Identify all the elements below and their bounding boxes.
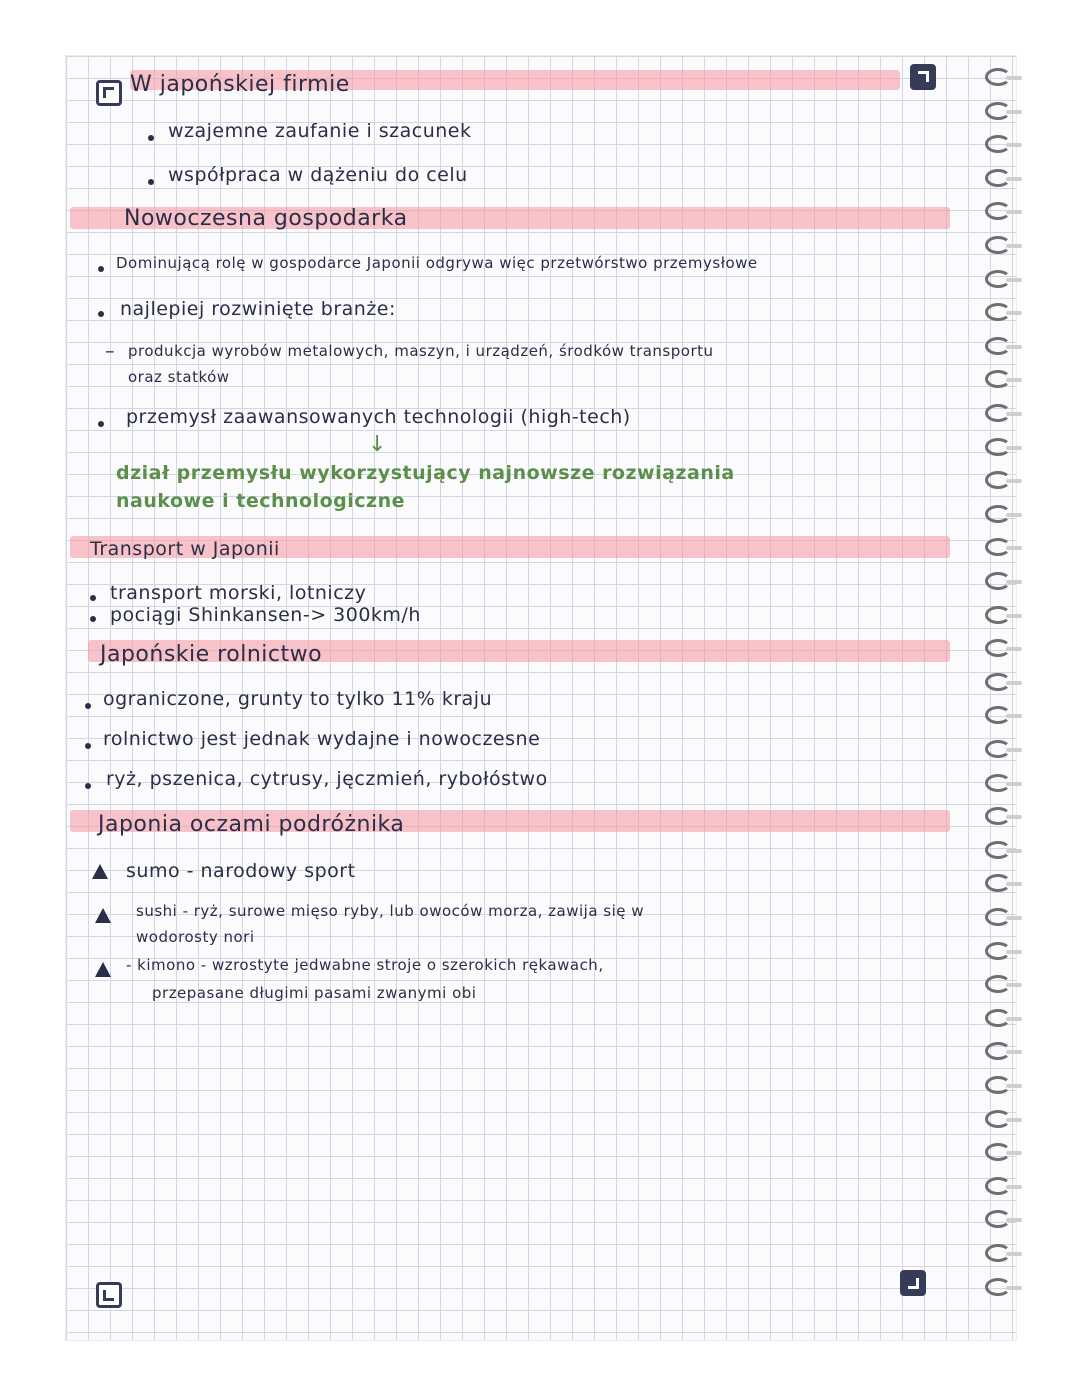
corner-bottom-right-icon <box>900 1270 926 1296</box>
spiral-ring <box>985 841 1011 859</box>
list-item: przepasane długimi pasami zwanymi obi <box>152 984 477 1002</box>
triangle-bullet-icon <box>95 908 111 923</box>
spiral-ring <box>985 303 1011 321</box>
spiral-ring <box>985 706 1011 724</box>
spiral-ring <box>985 740 1011 758</box>
spiral-ring <box>985 538 1011 556</box>
spiral-ring <box>985 68 1011 86</box>
spiral-ring <box>985 942 1011 960</box>
spiral-ring <box>985 639 1011 657</box>
spiral-ring <box>985 1009 1011 1027</box>
bullet <box>85 743 91 749</box>
bullet <box>85 783 91 789</box>
section-heading: W japońskiej firmie <box>130 72 350 97</box>
spiral-ring <box>985 102 1011 120</box>
corner-bottom-left-icon <box>96 1282 122 1308</box>
spiral-ring <box>985 975 1011 993</box>
spiral-ring <box>985 202 1011 220</box>
list-item: transport morski, lotniczy <box>110 582 367 604</box>
spiral-ring <box>985 807 1011 825</box>
spiral-ring <box>985 169 1011 187</box>
dash: – <box>105 340 115 362</box>
spiral-ring <box>985 1143 1011 1161</box>
list-item: ograniczone, grunty to tylko 11% kraju <box>103 688 493 710</box>
spiral-ring <box>985 673 1011 691</box>
spiral-ring <box>985 1278 1011 1296</box>
spiral-ring <box>985 135 1011 153</box>
spiral-ring <box>985 1076 1011 1094</box>
list-item: współpraca w dążeniu do celu <box>168 164 468 186</box>
list-item: Dominującą rolę w gospodarce Japonii odgrywa więc przetwórstwo przemysłowe <box>116 254 758 272</box>
list-item: wodorosty nori <box>136 928 255 946</box>
list-item: - kimono - wzrostyte jedwabne stroje o szerokich rękawach, <box>126 956 604 974</box>
spiral-ring <box>985 1210 1011 1228</box>
bullet <box>148 179 154 185</box>
list-item: wzajemne zaufanie i szacunek <box>168 120 472 142</box>
list-item: najlepiej rozwinięte branże: <box>120 298 396 320</box>
list-item: rolnictwo jest jednak wydajne i nowoczesne <box>103 728 541 750</box>
bullet <box>98 266 104 272</box>
spiral-ring <box>985 236 1011 254</box>
spiral-ring <box>985 1110 1011 1128</box>
list-item: oraz statków <box>128 368 230 386</box>
spiral-ring <box>985 471 1011 489</box>
list-item-definition: naukowe i technologiczne <box>116 490 405 512</box>
bullet <box>90 616 96 622</box>
bullet <box>90 595 96 601</box>
spiral-ring <box>985 1244 1011 1262</box>
section-heading: Japońskie rolnictwo <box>100 642 323 667</box>
section-heading: Japonia oczami podróżnika <box>98 812 405 837</box>
corner-top-left-icon <box>96 80 122 106</box>
bullet <box>85 703 91 709</box>
triangle-bullet-icon <box>92 864 108 879</box>
list-item: ryż, pszenica, cytrusy, jęczmień, rybołóstwo <box>106 768 548 790</box>
down-arrow-icon: ↓ <box>368 432 387 457</box>
list-item: przemysł zaawansowanych technologii (high-tech) <box>126 406 631 428</box>
spiral-ring <box>985 270 1011 288</box>
section-heading: Nowoczesna gospodarka <box>124 206 408 231</box>
spiral-ring <box>985 1177 1011 1195</box>
spiral-ring <box>985 404 1011 422</box>
triangle-bullet-icon <box>95 962 111 977</box>
spiral-ring <box>985 370 1011 388</box>
list-item: pociągi Shinkansen-> 300km/h <box>110 604 421 626</box>
spiral-ring <box>985 505 1011 523</box>
spiral-ring <box>985 438 1011 456</box>
list-item: sushi - ryż, surowe mięso ryby, lub owoców morza, zawija się w <box>136 902 645 920</box>
spiral-ring <box>985 1042 1011 1060</box>
spiral-ring <box>985 774 1011 792</box>
spiral-ring <box>985 874 1011 892</box>
list-item-definition: dział przemysłu wykorzystujący najnowsze rozwiązania <box>116 462 735 484</box>
spiral-ring <box>985 908 1011 926</box>
list-item: produkcja wyrobów metalowych, maszyn, i urządzeń, środków transportu <box>128 342 714 360</box>
spiral-ring <box>985 606 1011 624</box>
bullet <box>148 135 154 141</box>
spiral-binding <box>985 68 1025 1318</box>
bullet <box>98 311 104 317</box>
spiral-ring <box>985 337 1011 355</box>
section-heading: Transport w Japonii <box>90 538 280 560</box>
list-item: sumo - narodowy sport <box>126 860 356 882</box>
bullet <box>98 421 104 427</box>
spiral-ring <box>985 572 1011 590</box>
corner-top-right-icon <box>910 64 936 90</box>
